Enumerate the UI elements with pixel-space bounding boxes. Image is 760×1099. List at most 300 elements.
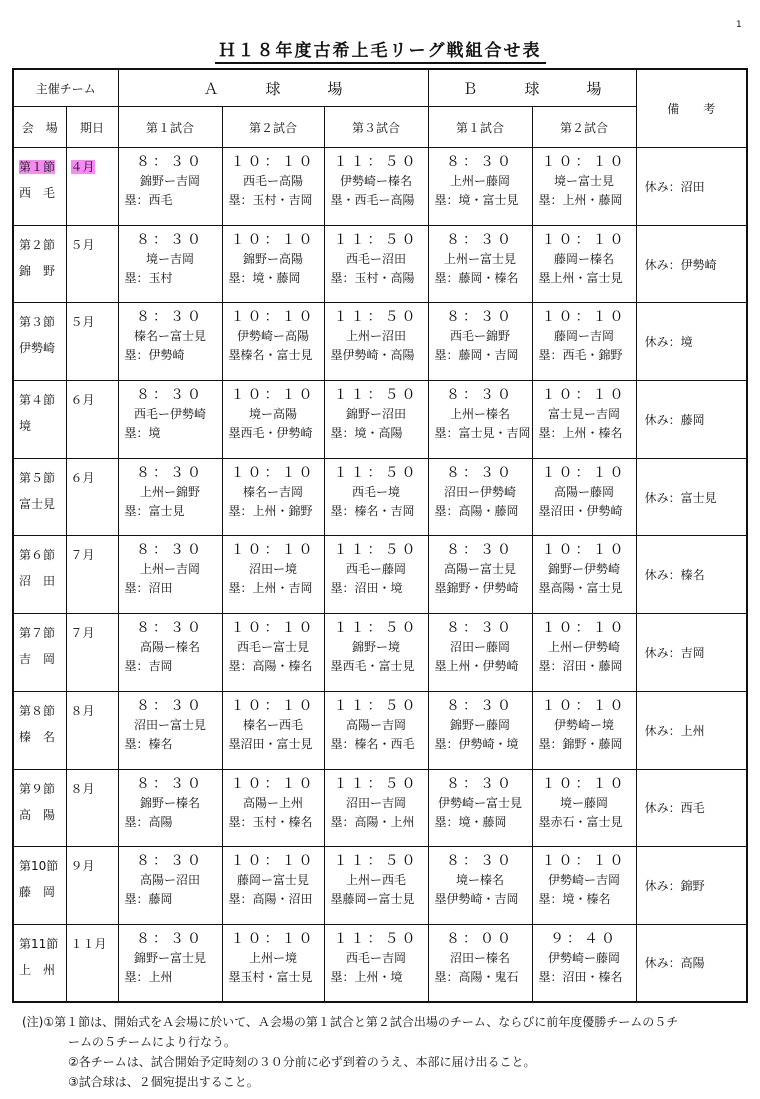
host-team: 高 陽 <box>19 807 56 822</box>
game-ump: 塁：上州・吉岡 <box>228 581 313 596</box>
game-a2 <box>222 536 324 614</box>
game-match: 榛名ー吉岡 <box>243 484 304 499</box>
round-row <box>13 847 747 925</box>
host-team: 錦 野 <box>19 263 56 278</box>
game-time: ８：３０ <box>136 231 205 248</box>
game-b2 <box>532 924 636 1002</box>
game-time: ８：３０ <box>136 387 205 404</box>
game-match: 沼田ー藤岡 <box>450 640 511 655</box>
game-match: 高陽ー榛名 <box>140 640 201 655</box>
game-time: １０：１０ <box>230 930 316 947</box>
schedule-table <box>12 68 748 1003</box>
game-match: 西毛ー伊勢崎 <box>134 407 207 422</box>
game-b1 <box>428 691 532 769</box>
month-cell <box>66 303 118 381</box>
rest-team: 休み：境 <box>636 303 747 381</box>
game-match: 上州ー富士見 <box>444 251 517 266</box>
game-match: 境ー高陽 <box>249 407 298 422</box>
game-ump: 塁上州・富士見 <box>538 270 623 285</box>
game-ump: 塁：藤岡 <box>124 892 173 907</box>
game-a1 <box>118 536 222 614</box>
game-ump: 塁：高陽・藤岡 <box>434 503 519 518</box>
round-label: 第９節 <box>19 781 56 796</box>
round-label: 第５節 <box>19 470 56 485</box>
month-label: ７月 <box>70 548 95 563</box>
game-ump: 塁：錦野・藤岡 <box>538 736 623 751</box>
round-label: 第３節 <box>19 315 56 330</box>
rest-team: 休み：西毛 <box>636 769 747 847</box>
game-match: 西毛ー吉岡 <box>346 950 407 965</box>
game-ump: 塁・西毛ー高陽 <box>330 193 415 207</box>
game-a3 <box>324 847 428 925</box>
game-a1 <box>118 924 222 1002</box>
game-time: １１：５０ <box>333 620 419 637</box>
game-ump: 塁：上州・錦野 <box>228 503 313 518</box>
game-time: ８：３０ <box>446 775 515 792</box>
game-ump: 塁：上州・境 <box>330 969 403 984</box>
game-match: 伊勢崎ー榛名 <box>340 174 413 188</box>
game-match: 高陽ー吉岡 <box>346 717 407 732</box>
game-a1 <box>118 225 222 303</box>
round-row <box>13 303 747 381</box>
b-game1-header: 第１試合 <box>428 107 532 148</box>
game-a3 <box>324 614 428 692</box>
round-cell <box>13 614 66 692</box>
game-ump: 塁：藤岡・榛名 <box>434 270 519 285</box>
month-label: ７月 <box>70 626 95 641</box>
game-a3 <box>324 924 428 1002</box>
rest-team: 休み：吉岡 <box>636 614 747 692</box>
round-label: 第７節 <box>19 626 56 641</box>
game-match: 伊勢崎ー富士見 <box>438 795 523 810</box>
month-cell <box>66 847 118 925</box>
game-match: 高陽ー富士見 <box>444 562 517 577</box>
game-a2 <box>222 148 324 226</box>
game-match: 上州ー沼田 <box>346 329 407 344</box>
game-b1 <box>428 303 532 381</box>
game-match: 伊勢崎ー吉岡 <box>548 873 621 888</box>
host-team: 境 <box>19 419 32 434</box>
game-time: １１：５０ <box>333 309 419 326</box>
game-time: １０：１０ <box>541 387 627 404</box>
b-game2-header: 第２試合 <box>532 107 636 148</box>
game-match: 榛名ー富士見 <box>134 329 207 344</box>
note-2: ②各チームは、試合開始予定時刻の３０分前に必ず到着のうえ、本部に届け出ること。 <box>68 1055 536 1069</box>
note-prefix: (注) <box>22 1015 44 1029</box>
month-label: ８月 <box>70 781 95 796</box>
game-match: 伊勢崎ー藤岡 <box>548 950 621 965</box>
game-ump: 塁西毛・伊勢崎 <box>228 426 313 441</box>
game-b2 <box>532 303 636 381</box>
game-time: １１：５０ <box>333 387 419 404</box>
game-time: １０：１０ <box>230 542 316 559</box>
game-a2 <box>222 225 324 303</box>
host-team: 吉 岡 <box>19 652 56 667</box>
host-team: 富士見 <box>19 496 56 511</box>
rest-team: 休み：錦野 <box>636 847 747 925</box>
game-time: １０：１０ <box>230 775 316 792</box>
month-label: １１月 <box>70 936 107 951</box>
round-label: 第２節 <box>19 237 56 252</box>
game-b1 <box>428 381 532 459</box>
game-b2 <box>532 536 636 614</box>
note-3: ③試合球は、２個宛提出すること。 <box>68 1075 259 1089</box>
game-ump: 塁：玉村・高陽 <box>330 270 415 285</box>
game-time: １０：１０ <box>230 154 316 170</box>
game-time: ８：３０ <box>136 309 205 326</box>
game-time: １１：５０ <box>333 154 419 170</box>
remarks-header: 備 考 <box>636 69 747 148</box>
game-time: １１：５０ <box>333 231 419 248</box>
game-b2 <box>532 148 636 226</box>
game-match: 錦野ー境 <box>352 640 401 655</box>
game-match: 上州ー榛名 <box>450 407 511 422</box>
game-a2 <box>222 691 324 769</box>
game-a3 <box>324 225 428 303</box>
game-time: ８：３０ <box>446 309 515 326</box>
rest-team: 休み：藤岡 <box>636 381 747 459</box>
game-b2 <box>532 614 636 692</box>
game-ump: 塁：西毛・錦野 <box>538 348 623 363</box>
game-ump: 塁：吉岡 <box>124 659 173 674</box>
game-match: 藤岡ー富士見 <box>237 873 310 888</box>
note-1 <box>22 1012 746 1032</box>
round-label: 第８節 <box>19 703 56 718</box>
rest-team: 休み：榛名 <box>636 536 747 614</box>
game-a3 <box>324 458 428 536</box>
host-team: 榛 名 <box>19 729 56 744</box>
game-match: 沼田ー境 <box>249 562 298 577</box>
round-row <box>13 536 747 614</box>
game-time: １０：１０ <box>230 231 316 248</box>
game-time: ８：３０ <box>136 930 205 947</box>
host-team: 藤 岡 <box>19 885 56 900</box>
game-time: ８：３０ <box>136 154 205 170</box>
game-match: 錦野ー藤岡 <box>450 717 511 732</box>
game-ump: 塁玉村・富士見 <box>228 969 313 984</box>
month-label: ５月 <box>70 315 95 330</box>
game-ump: 塁：玉村 <box>124 270 173 285</box>
game-a2 <box>222 924 324 1002</box>
month-label: ４月 <box>70 160 95 174</box>
game-ump: 塁：伊勢崎・境 <box>434 736 519 751</box>
note-1-text: ①第１節は、開始式をＡ会場に於いて、Ａ会場の第１試合と第２試合出場のチーム、ならびに前年度優勝チームの５チ <box>43 1015 679 1029</box>
game-ump: 塁：沼田・藤岡 <box>538 659 623 674</box>
game-time: １０：１０ <box>541 231 627 248</box>
game-a2 <box>222 769 324 847</box>
round-label: 第１節 <box>19 160 56 174</box>
round-row <box>13 924 747 1002</box>
game-match: 上州ー西毛 <box>346 873 407 888</box>
game-ump: 塁高陽・富士見 <box>538 581 623 596</box>
game-time: １１：５０ <box>333 464 419 481</box>
month-cell <box>66 769 118 847</box>
game-time: １０：１０ <box>541 620 627 637</box>
game-match: 錦野ー吉岡 <box>140 174 201 188</box>
game-b1 <box>428 614 532 692</box>
game-a2 <box>222 458 324 536</box>
game-ump: 塁上州・伊勢崎 <box>434 659 519 674</box>
game-ump: 塁：高陽・上州 <box>330 814 415 829</box>
schedule-body <box>13 148 747 1003</box>
game-ump: 塁：境・藤岡 <box>228 270 301 285</box>
game-a2 <box>222 381 324 459</box>
game-match: 高陽ー藤岡 <box>554 484 615 499</box>
game-b1 <box>428 536 532 614</box>
game-time: １１：５０ <box>333 697 419 714</box>
game-a3 <box>324 303 428 381</box>
host-team-header: 主催チーム <box>13 69 118 107</box>
round-cell <box>13 691 66 769</box>
month-cell <box>66 225 118 303</box>
game-b2 <box>532 381 636 459</box>
month-cell <box>66 458 118 536</box>
game-match: 西毛ー境 <box>352 484 401 499</box>
game-match: 藤岡ー吉岡 <box>554 329 615 344</box>
game-ump: 塁：榛名・西毛 <box>330 736 415 751</box>
game-b1 <box>428 924 532 1002</box>
game-a3 <box>324 381 428 459</box>
game-time: １１：５０ <box>333 853 419 870</box>
game-time: ８：３０ <box>446 464 515 481</box>
game-ump: 塁：玉村・榛名 <box>228 814 313 829</box>
game-a1 <box>118 458 222 536</box>
month-cell <box>66 148 118 226</box>
round-label: 第11節 <box>19 936 59 951</box>
game-a2 <box>222 614 324 692</box>
game-time: ８：３０ <box>446 231 515 248</box>
game-time: ９：４０ <box>550 930 619 947</box>
game-b2 <box>532 458 636 536</box>
game-a1 <box>118 691 222 769</box>
game-time: ８：３０ <box>446 387 515 404</box>
page-number: 1 <box>736 20 742 30</box>
game-ump: 塁沼田・伊勢崎 <box>538 503 623 518</box>
game-time: １０：１０ <box>541 464 627 481</box>
game-ump: 塁：榛名・吉岡 <box>330 503 415 518</box>
game-match: 上州ー伊勢崎 <box>548 640 621 655</box>
round-label: 第10節 <box>19 859 59 874</box>
title-text: Ｈ１８年度古希上毛リーグ戦組合せ表 <box>215 41 546 64</box>
a-game1-header: 第１試合 <box>118 107 222 148</box>
game-time: １０：１０ <box>230 620 316 637</box>
rest-team: 休み：高陽 <box>636 924 747 1002</box>
game-ump: 塁：榛名 <box>124 736 173 751</box>
game-a3 <box>324 691 428 769</box>
month-cell <box>66 614 118 692</box>
game-ump: 塁：上州・榛名 <box>538 426 623 441</box>
game-ump: 塁：高陽・榛名 <box>228 659 313 674</box>
game-ump: 塁：高陽・沼田 <box>228 892 313 907</box>
game-a2 <box>222 303 324 381</box>
game-time: ８：３０ <box>446 853 515 870</box>
game-match: 上州ー吉岡 <box>140 562 201 577</box>
game-match: 富士見ー吉岡 <box>548 407 621 422</box>
game-match: 境ー榛名 <box>456 873 505 888</box>
game-match: 西毛ー錦野 <box>450 329 511 344</box>
game-ump: 塁藤岡ー富士見 <box>330 892 415 907</box>
game-match: 錦野ー伊勢崎 <box>548 562 621 577</box>
game-ump: 塁：境・高陽 <box>330 426 403 441</box>
game-b2 <box>532 691 636 769</box>
game-time: ８：３０ <box>136 775 205 792</box>
game-ump: 塁：沼田・境 <box>330 581 403 596</box>
game-match: 榛名ー西毛 <box>243 717 304 732</box>
game-ump: 塁：伊勢崎 <box>124 348 185 363</box>
round-cell <box>13 924 66 1002</box>
game-time: １１：５０ <box>333 542 419 559</box>
game-match: 沼田ー榛名 <box>450 950 511 965</box>
game-time: ８：００ <box>446 930 515 947</box>
game-b1 <box>428 458 532 536</box>
game-a1 <box>118 847 222 925</box>
round-label: 第６節 <box>19 548 56 563</box>
game-time: １０：１０ <box>230 387 316 404</box>
game-time: １０：１０ <box>230 697 316 714</box>
game-match: 西毛ー藤岡 <box>346 562 407 577</box>
game-ump: 塁：富士見・吉岡 <box>434 426 531 441</box>
game-ump: 塁錦野・伊勢崎 <box>434 581 519 596</box>
month-label: ６月 <box>70 393 95 408</box>
round-cell <box>13 303 66 381</box>
month-label: ８月 <box>70 703 95 718</box>
game-b1 <box>428 769 532 847</box>
game-ump: 塁榛名・富士見 <box>228 348 313 363</box>
round-row <box>13 769 747 847</box>
round-row <box>13 225 747 303</box>
game-ump: 塁：上州 <box>124 969 173 984</box>
game-match: 高陽ー上州 <box>243 795 304 810</box>
rest-team: 休み：伊勢崎 <box>636 225 747 303</box>
round-cell <box>13 769 66 847</box>
game-time: １０：１０ <box>541 697 627 714</box>
game-time: ８：３０ <box>136 697 205 714</box>
rest-team: 休み：上州 <box>636 691 747 769</box>
game-match: 境ー富士見 <box>554 174 615 188</box>
game-time: １１：５０ <box>333 930 419 947</box>
game-time: ８：３０ <box>446 542 515 559</box>
a-game3-header: 第３試合 <box>324 107 428 148</box>
game-b1 <box>428 148 532 226</box>
venue-b-header: Ｂ 球 場 <box>428 69 636 107</box>
round-row <box>13 458 747 536</box>
game-match: 伊勢崎ー境 <box>554 717 615 732</box>
game-ump: 塁：境・富士見 <box>434 193 519 207</box>
game-a1 <box>118 614 222 692</box>
month-label: ９月 <box>70 859 95 874</box>
host-team: 伊勢崎 <box>19 341 56 356</box>
game-b2 <box>532 225 636 303</box>
host-team: 西 毛 <box>19 186 56 200</box>
game-match: 上州ー錦野 <box>140 484 201 499</box>
game-match: 錦野ー富士見 <box>134 950 207 965</box>
host-team: 沼 田 <box>19 574 56 589</box>
round-cell <box>13 536 66 614</box>
game-match: 沼田ー伊勢崎 <box>444 484 517 499</box>
rest-team: 休み：沼田 <box>636 148 747 226</box>
round-row <box>13 614 747 692</box>
month-cell <box>66 691 118 769</box>
game-ump: 塁：境・藤岡 <box>434 814 507 829</box>
round-cell <box>13 458 66 536</box>
game-ump: 塁：藤岡・吉岡 <box>434 348 519 363</box>
game-time: １０：１０ <box>541 542 627 559</box>
game-time: １０：１０ <box>541 853 627 870</box>
month-label: ５月 <box>70 237 95 252</box>
game-match: 境ー藤岡 <box>560 795 609 810</box>
month-label: ６月 <box>70 470 95 485</box>
game-time: ８：３０ <box>136 620 205 637</box>
game-ump: 塁：玉村・吉岡 <box>228 193 313 207</box>
game-match: 藤岡ー榛名 <box>554 251 615 266</box>
game-ump: 塁伊勢崎・高陽 <box>330 348 415 363</box>
game-ump: 塁：境 <box>124 426 161 441</box>
round-cell <box>13 381 66 459</box>
game-match: 伊勢崎ー高陽 <box>237 329 310 344</box>
round-label: 第４節 <box>19 393 56 408</box>
game-time: ８：３０ <box>136 542 205 559</box>
game-ump: 塁：西毛 <box>124 193 173 207</box>
round-cell <box>13 847 66 925</box>
game-ump: 塁沼田・富士見 <box>228 736 313 751</box>
month-cell <box>66 924 118 1002</box>
game-ump: 塁：高陽 <box>124 814 173 829</box>
game-a1 <box>118 303 222 381</box>
a-game2-header: 第２試合 <box>222 107 324 148</box>
date-header: 期日 <box>66 107 118 148</box>
game-match: 沼田ー吉岡 <box>346 795 407 810</box>
game-match: 錦野ー榛名 <box>140 795 201 810</box>
venue-a-header: Ａ 球 場 <box>118 69 428 107</box>
game-time: ８：３０ <box>136 853 205 870</box>
game-time: １０：１０ <box>230 464 316 481</box>
round-row <box>13 691 747 769</box>
round-cell <box>13 225 66 303</box>
game-ump: 塁伊勢崎・吉岡 <box>434 892 519 907</box>
notes <box>22 1012 746 1092</box>
game-match: 上州ー境 <box>249 950 298 965</box>
game-b1 <box>428 225 532 303</box>
note-1-cont: ームの５チームにより行なう。 <box>68 1035 237 1049</box>
month-cell <box>66 381 118 459</box>
game-time: ８：３０ <box>446 620 515 637</box>
game-match: 沼田ー富士見 <box>134 717 207 732</box>
game-ump: 塁赤石・富士見 <box>538 814 623 829</box>
game-match: 錦野ー高陽 <box>243 251 304 266</box>
game-match: 西毛ー富士見 <box>237 640 310 655</box>
game-time: １０：１０ <box>541 154 627 170</box>
game-a1 <box>118 381 222 459</box>
game-a1 <box>118 148 222 226</box>
game-b2 <box>532 847 636 925</box>
round-row <box>13 381 747 459</box>
page-title <box>0 36 760 61</box>
game-ump: 塁：沼田・榛名 <box>538 969 623 984</box>
game-match: 西毛ー高陽 <box>243 174 304 188</box>
host-team: 上 州 <box>19 962 56 977</box>
game-a1 <box>118 769 222 847</box>
game-time: １０：１０ <box>230 309 316 326</box>
game-time: ８：３０ <box>446 154 515 170</box>
month-cell <box>66 536 118 614</box>
game-match: 錦野ー沼田 <box>346 407 407 422</box>
game-time: ８：３０ <box>136 464 205 481</box>
game-a3 <box>324 769 428 847</box>
game-a3 <box>324 536 428 614</box>
round-cell <box>13 148 66 226</box>
game-ump: 塁：沼田 <box>124 581 173 596</box>
game-b1 <box>428 847 532 925</box>
